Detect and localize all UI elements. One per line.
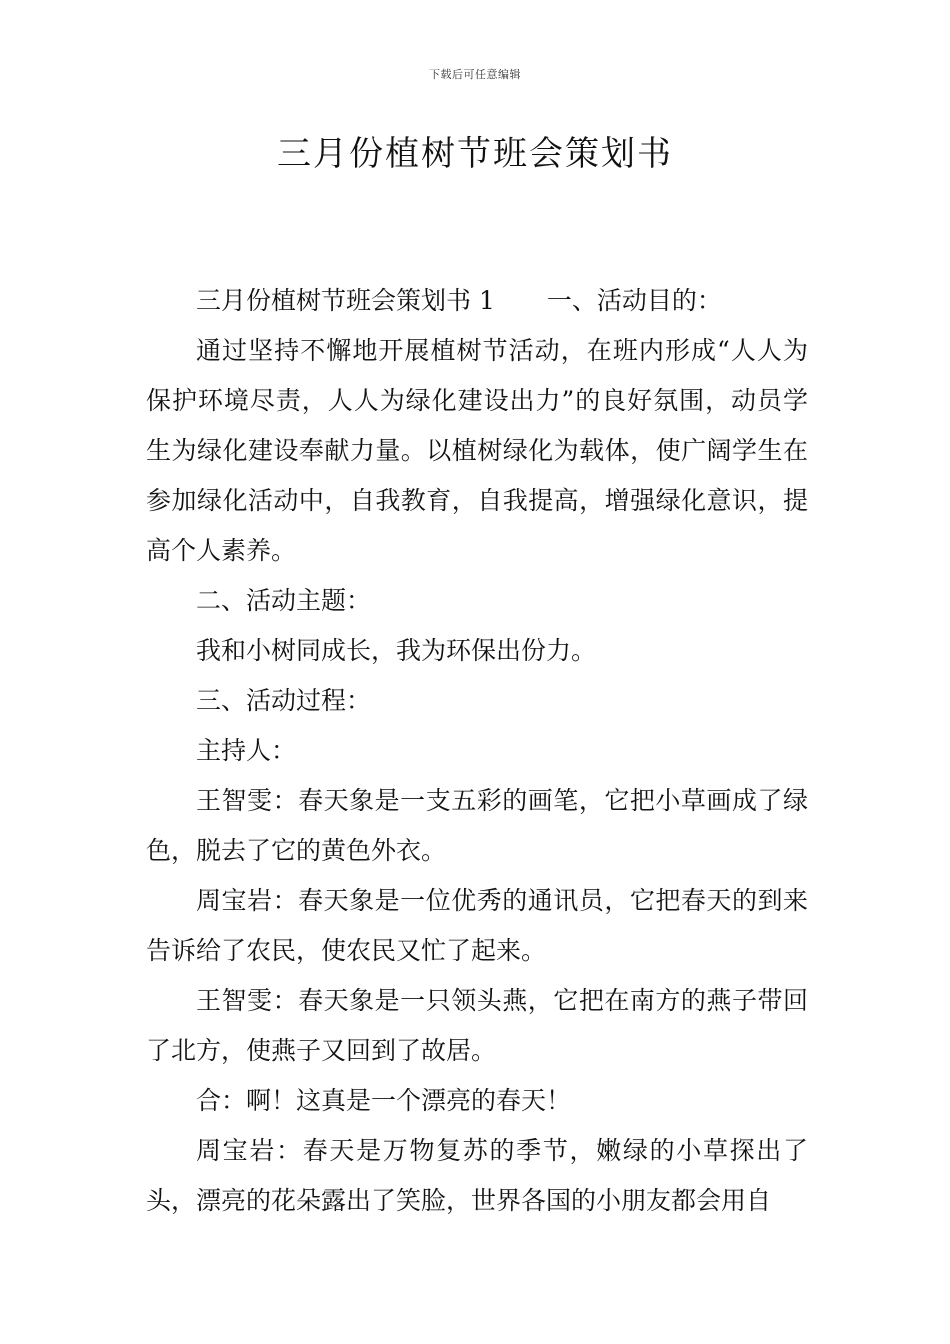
- document-body: [146, 276, 808, 1226]
- section-heading: 三、活动过程：: [196, 686, 372, 715]
- section-heading-line: [146, 276, 808, 326]
- paragraph: 周宝岩：春天象是一位优秀的通讯员，它把春天的到来告诉给了农民，使农民又忙了起来。: [146, 886, 808, 965]
- paragraph: 合：啊！这真是一个漂亮的春天！: [196, 1086, 572, 1115]
- paragraph: 我和小树同成长，我为环保出份力。: [196, 636, 597, 665]
- paragraph: 王智雯：春天象是一支五彩的画笔，它把小草画成了绿色，脱去了它的黄色外衣。: [146, 786, 808, 865]
- paragraph: 通过坚持不懈地开展植树节活动，在班内形成“人人为保护环境尽责，人人为绿化建设出力”的良好氛围，动员学生为绿化建设奉献力量。以植树绿化为载体，使广阔学生在参加绿化活动中，自我教育，自我提高，增强绿化意识，提高个人素养。: [146, 336, 808, 565]
- paragraph: 周宝岩：春天是万物复苏的季节，嫩绿的小草探出了头，漂亮的花朵露出了笑脸，世界各国的小朋友都会用自: [146, 1136, 808, 1215]
- paragraph: 主持人：: [196, 736, 297, 765]
- doc-subtitle: 三月份植树节班会策划书 1: [196, 286, 495, 315]
- page-title: 三月份植树节班会策划书: [277, 134, 673, 174]
- section-heading: 一、活动目的：: [546, 286, 722, 315]
- section-heading: 二、活动主题：: [196, 586, 372, 615]
- paragraph: 王智雯：春天象是一只领头燕，它把在南方的燕子带回了北方，使燕子又回到了故居。: [146, 986, 808, 1065]
- header-note: 下载后可任意编辑: [429, 68, 521, 81]
